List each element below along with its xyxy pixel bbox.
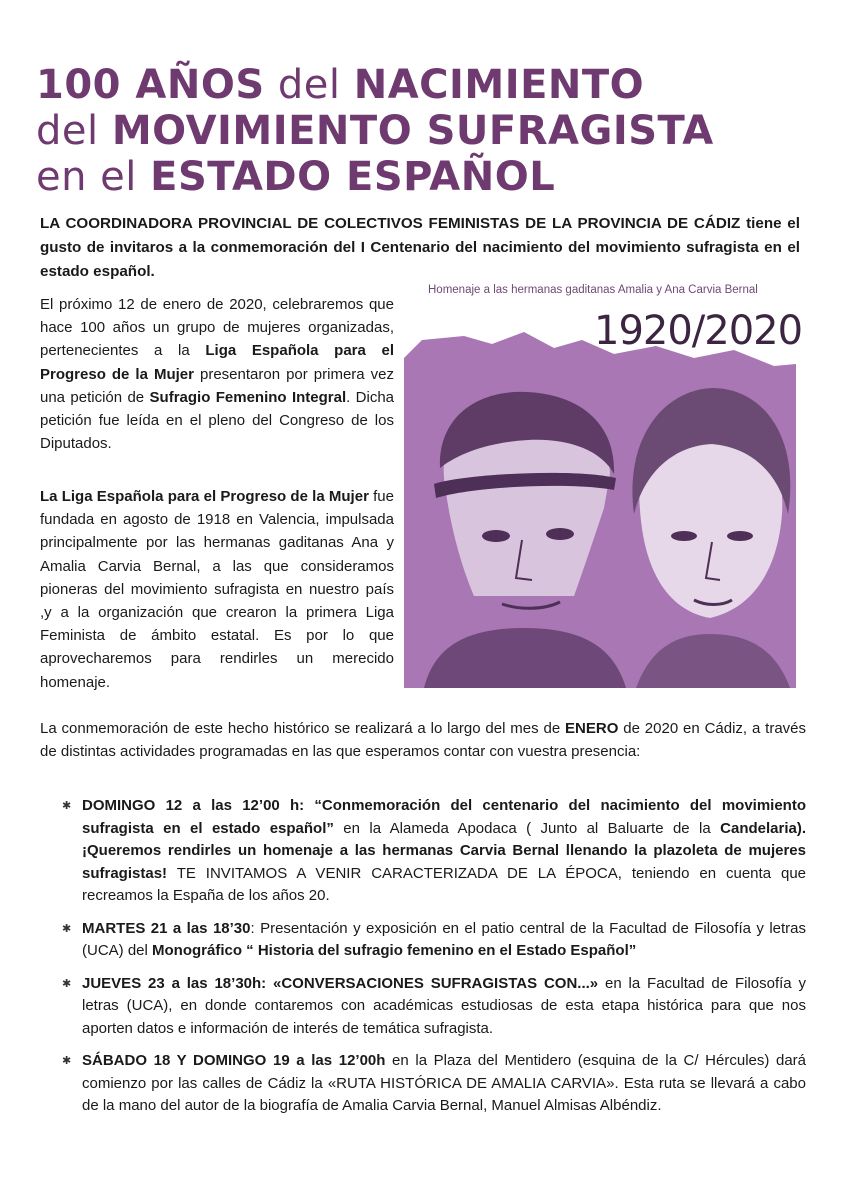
title-text: ESTADO ESPAÑOL [150, 154, 556, 200]
title-line-2 [36, 108, 816, 154]
poster-year: 1920/2020 [594, 308, 803, 354]
title-text: en el [36, 154, 137, 200]
bold-run: ENERO [565, 720, 619, 737]
text-run: : Presentación y exposición en el patio central de la Facultad de Filosofía y letras (UCA) del [82, 919, 806, 959]
title-text: del [277, 62, 341, 108]
bold-run: JUEVES 23 a las 18’30h: «CONVERSACIONES SUFRAGISTAS CON...» [82, 974, 599, 992]
bold-run: Monográfico “ Historia del sufragio femenino en el Estado Español” [152, 942, 637, 959]
bullet-icon: ✱ [62, 922, 72, 935]
text-run: TE INVITAMOS A VENIR CARACTERIZADA DE LA ÉPOCA, teniendo en cuenta que recreamos la España de los años 20. [82, 864, 806, 904]
text-run: presentaron por primera vez una petición de [40, 365, 395, 406]
event-item [62, 973, 806, 1041]
document-title [36, 62, 816, 200]
bold-run: La Liga Española para el Progreso de la Mujer [40, 488, 369, 505]
bold-run: MARTES 21 a las 18’30 [82, 919, 251, 937]
text-run: de 2020 en Cádiz, a través de distintas actividades programadas en las que esperamos contar con vuestra presencia: [40, 720, 807, 760]
text-run: en la Alameda Apodaca ( Junto al Baluarte de la [333, 819, 721, 837]
title-text: NACIMIENTO [353, 62, 645, 108]
bold-run: Candelaria). ¡Queremos rendirles un homenaje a las hermanas Carvia Bernal llenando la plazoleta de mujeres sufragistas! [82, 819, 807, 882]
organizer-name: LA COORDINADORA PROVINCIAL DE COLECTIVOS FEMINISTAS DE LA PROVINCIA DE CÁDIZ [40, 215, 741, 232]
intro-paragraph [40, 212, 800, 284]
text-run: en la Plaza del Mentidero (esquina de la C/ Hércules) dará comienzo por las calles de Cádiz la «RUTA HISTÓRICA DE AMALIA CARVIA». Esta ruta se llevará a cabo de la mano del autor de la biografía de Amalia Carvia Bernal, Manuel Almisas Albéndiz. [82, 1052, 807, 1114]
title-text: MOVIMIENTO SUFRAGISTA [111, 108, 714, 154]
bold-run: Liga Española para el Progreso de la Mujer [40, 342, 395, 383]
paragraph-liga [40, 485, 394, 694]
commemorative-poster [404, 278, 803, 688]
text-run: . Dicha petición fue leída en el pleno del Congreso de los Diputados. [40, 388, 395, 453]
event-item [62, 1050, 806, 1118]
bold-run: SÁBADO 18 Y DOMINGO 19 a las 12’00h [82, 1052, 386, 1069]
text-run: La conmemoración de este hecho histórico se realizará a lo largo del mes de [40, 720, 566, 737]
text-run: fue fundada en agosto de 1918 en Valencia, impulsada principalmente por las hermanas gaditanas Ana y Amalia Carvia Bernal, a las que consideramos pioneras del movimiento sufragista en nuestro país ,y a la organización que crearon la primera Liga Feminista de ámbito estatal. Es por lo que aprovecharemos para rendirles un merecido homenaje. [40, 488, 394, 691]
title-text: 100 AÑOS [36, 62, 265, 108]
bullet-icon: ✱ [62, 1055, 72, 1067]
text-run: El próximo 12 de enero de 2020, celebraremos que hace 100 años un grupo de mujeres organizadas, pertenecientes a la [40, 296, 394, 360]
paragraph-history [40, 293, 394, 455]
intro-text: tiene el gusto de invitaros a la conmemoración del I Centenario del nacimiento del movimiento sufragista en el estado español. [40, 215, 800, 280]
title-line-1 [36, 62, 816, 108]
event-item [62, 918, 806, 963]
paragraph-commemoration [40, 718, 806, 763]
event-item [62, 795, 806, 908]
poster-caption: Homenaje a las hermanas gaditanas Amalia y Ana Carvia Bernal [428, 284, 758, 296]
bullet-icon: ✱ [62, 977, 72, 990]
text-run: en la Facultad de Filosofía y letras (UCA), en donde contaremos con académicas estudiosas de esta etapa histórica para que nos aporten datos e información de interés de temática sufragista. [82, 974, 806, 1037]
title-text: del [36, 108, 99, 154]
event-list [62, 795, 806, 1128]
title-line-3 [36, 154, 816, 200]
bold-run: Sufragio Femenino Integral [149, 388, 347, 406]
bullet-icon: ✱ [62, 800, 72, 812]
bold-run: DOMINGO 12 a las 12’00 h: “Conmemoración del centenario del nacimiento del movimiento sufragista en el estado español” [82, 797, 806, 837]
